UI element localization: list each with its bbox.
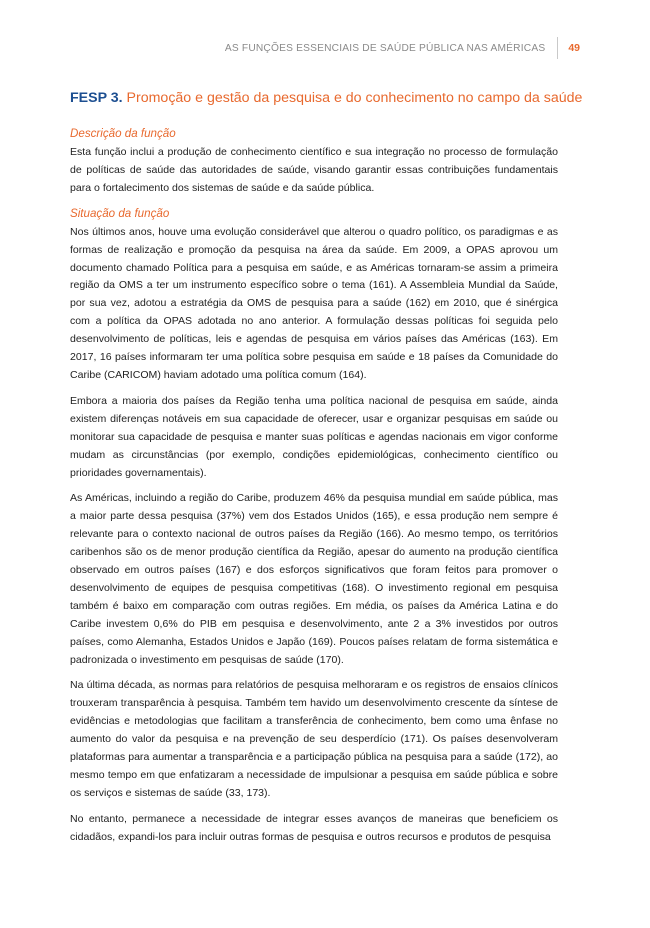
page-header xyxy=(70,37,580,59)
page-body xyxy=(70,88,583,855)
description-heading: Descrição da função xyxy=(70,127,176,140)
section-title xyxy=(70,88,583,108)
situation-paragraph-3: As Américas, incluindo a região do Caribe, produzem 46% da pesquisa mundial em saúde pública, mas a maior parte dessa pesquisa (37%) vem dos Estados Unidos (165), e essa produção nem sempre é relevante para o contexto nacional de outros países da Região (166). Ao mesmo tempo, os territórios caribenhos são os de menor produção científica da Região, apesar do aumento na produção científica observado em outros países (167) e dos esforços significativos que foram feitos para promover o desenvolvimento de equipes de pesquisa competitivas (168). O investimento regional em pesquisa também é baixo em comparação com outras regiões. Em média, os países da América Latina e do Caribe investem 0,6% do PIB em pesquisa e desenvolvimento, ante 2 a 3% investidos por outros países, como Alemanha, Estados Unidos e Japão (169). Poucos países relatam de forma sistemática e padronizada o investimento em pesquisas de saúde (170). xyxy=(70,492,558,666)
situation-heading: Situação da função xyxy=(70,206,170,220)
situation-paragraph-4: Na última década, as normas para relatórios de pesquisa melhoraram e os registros de ensaios clínicos trouxeram transparência à pesquisa. Também tem havido um desenvolvimento crescente da síntese de evidências e metodologias que facilitam a transferência de conhecimento, bem como uma ênfase no aumento do valor da pesquisa e na prevenção de seu desperdício (171). Os países desenvolveram plataformas para aumentar a transparência e a participação pública na pesquisa para a saúde (172), ao mesmo tempo em que enfatizaram a necessidade de impulsionar a pesquisa em saúde pública e sobre os serviços e sistemas de saúde (33, 173). xyxy=(70,679,558,799)
situation-paragraph-2: Embora a maioria dos países da Região tenha uma política nacional de pesquisa em saúde, ainda existem diferenças notáveis em sua capacidade de oferecer, usar e organizar pesquisas em saúde ou monitorar sua capacidade de pesquisa e manter suas políticas e agendas nacionais em vigor conforme mudam as circunstâncias (por exemplo, condições epidemiológicas, conhecimento científico ou prioridades governamentais). xyxy=(70,394,558,479)
header-divider xyxy=(557,37,558,59)
situation-paragraph-5: No entanto, permanece a necessidade de integrar esses avanços de maneiras que beneficiem os cidadãos, expandi-los para incluir outras formas de pesquisa e outros recursos e produtos de pesquisa xyxy=(70,812,558,843)
section-name: Promoção e gestão da pesquisa e do conhecimento no campo da saúde xyxy=(126,90,583,106)
section-code: FESP 3. xyxy=(70,90,123,106)
page-number: 49 xyxy=(568,42,580,54)
situation-paragraph-1: Nos últimos anos, houve uma evolução considerável que alterou o quadro político, os paradigmas e as formas de realização e promoção da pesquisa na área da saúde. Em 2009, a OPAS aprovou um documento chamado Política para a pesquisa em saúde, e as Américas tornaram-se assim a primeira região da OMS a ter um instrumento específico sobre o tema (161). A Assembleia Mundial da Saúde, por sua vez, adotou a estratégia da OMS de pesquisa para a saúde (162) em 2010, que é sinérgica com a política da OPAS adotada no ano anterior. A formulação dessas políticas foi seguida pelo desenvolvimento de políticas, leis e agendas de pesquisa em vários países das Américas (163). Em 2017, 16 países informaram ter uma política sobre pesquisa em saúde e 18 países da Comunidade do Caribe (CARICOM) haviam adotado uma política comum (164). xyxy=(70,225,558,381)
description-paragraph: Esta função inclui a produção de conhecimento científico e sua integração no processo de formulação de políticas de saúde das autoridades de saúde, visando garantir essas contribuições fundamentais para o fortalecimento dos sistemas de saúde e da saúde pública. xyxy=(70,146,558,194)
running-title: AS FUNÇÕES ESSENCIAIS DE SAÚDE PÚBLICA NAS AMÉRICAS xyxy=(224,42,546,54)
